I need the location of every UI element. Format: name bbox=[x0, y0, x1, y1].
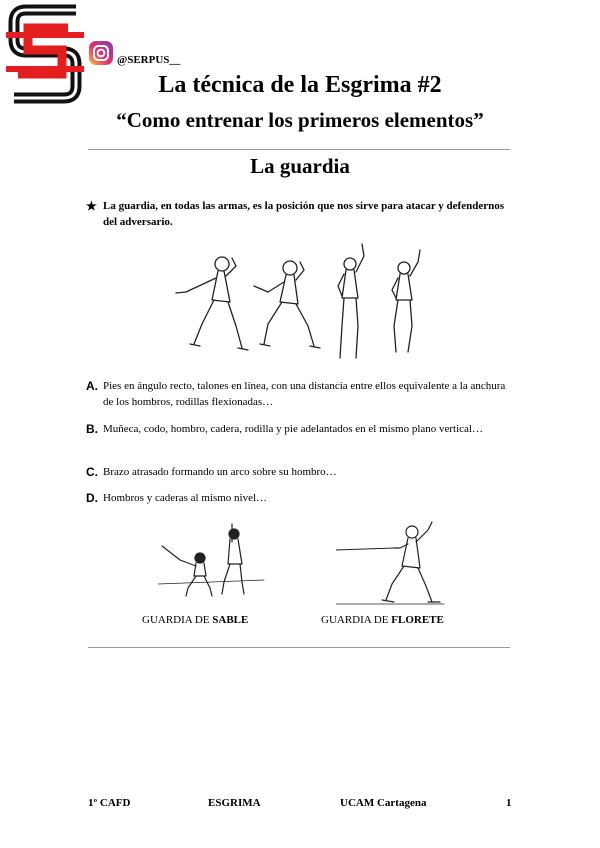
list-letter: B. bbox=[86, 422, 98, 436]
foil-guard-illustration bbox=[336, 520, 446, 608]
list-item bbox=[86, 421, 516, 437]
list-item bbox=[86, 490, 516, 506]
page-title: La técnica de la Esgrima #2 bbox=[158, 72, 442, 98]
fencer-figure bbox=[338, 244, 364, 358]
list-item bbox=[86, 378, 516, 410]
footer-institution: UCAM Cartagena bbox=[340, 797, 427, 809]
page-number: 1 bbox=[506, 797, 512, 809]
divider-bottom bbox=[88, 647, 510, 648]
page-subtitle: “Como entrenar los primeros elementos” bbox=[116, 108, 484, 132]
list-text: Brazo atrasado formando un arco sobre su hombro… bbox=[103, 466, 337, 478]
fencer-figure bbox=[176, 257, 248, 350]
fencer-figure bbox=[392, 250, 420, 352]
list-item bbox=[86, 464, 516, 480]
footer-course: 1º CAFD bbox=[88, 797, 131, 809]
footer-subject: ESGRIMA bbox=[208, 797, 261, 809]
fencer-figure bbox=[254, 261, 320, 348]
fencing-stances-illustration bbox=[172, 240, 428, 366]
list-text: Muñeca, codo, hombro, cadera, rodilla y pie adelantados en el mismo plano vertical… bbox=[103, 423, 483, 435]
instagram-icon[interactable] bbox=[88, 40, 114, 66]
star-icon: ★ bbox=[86, 199, 97, 213]
list-letter: C. bbox=[86, 465, 98, 479]
caption-sabre: GUARDIA DE SABLE bbox=[142, 614, 249, 626]
social-handle[interactable]: @SERPUS__ bbox=[117, 54, 181, 66]
section-title: La guardia bbox=[250, 154, 350, 178]
list-text: Pies en ángulo recto, talones en línea, con una distancia entre ellos equivalente a la anchura de los hombros, rodillas flexionadas… bbox=[103, 380, 506, 408]
caption-foil: GUARDIA DE FLORETE bbox=[321, 614, 444, 626]
list-text: Hombros y caderas al mismo nivel… bbox=[103, 492, 268, 504]
divider-top bbox=[88, 149, 510, 150]
intro-text: La guardia, en todas las armas, es la posición que nos sirve para atacar y defendernos del adversario. bbox=[103, 200, 505, 228]
intro-bullet bbox=[86, 198, 516, 230]
list-letter: D. bbox=[86, 491, 98, 505]
list-letter: A. bbox=[86, 379, 98, 393]
sabre-guard-illustration bbox=[158, 522, 266, 600]
